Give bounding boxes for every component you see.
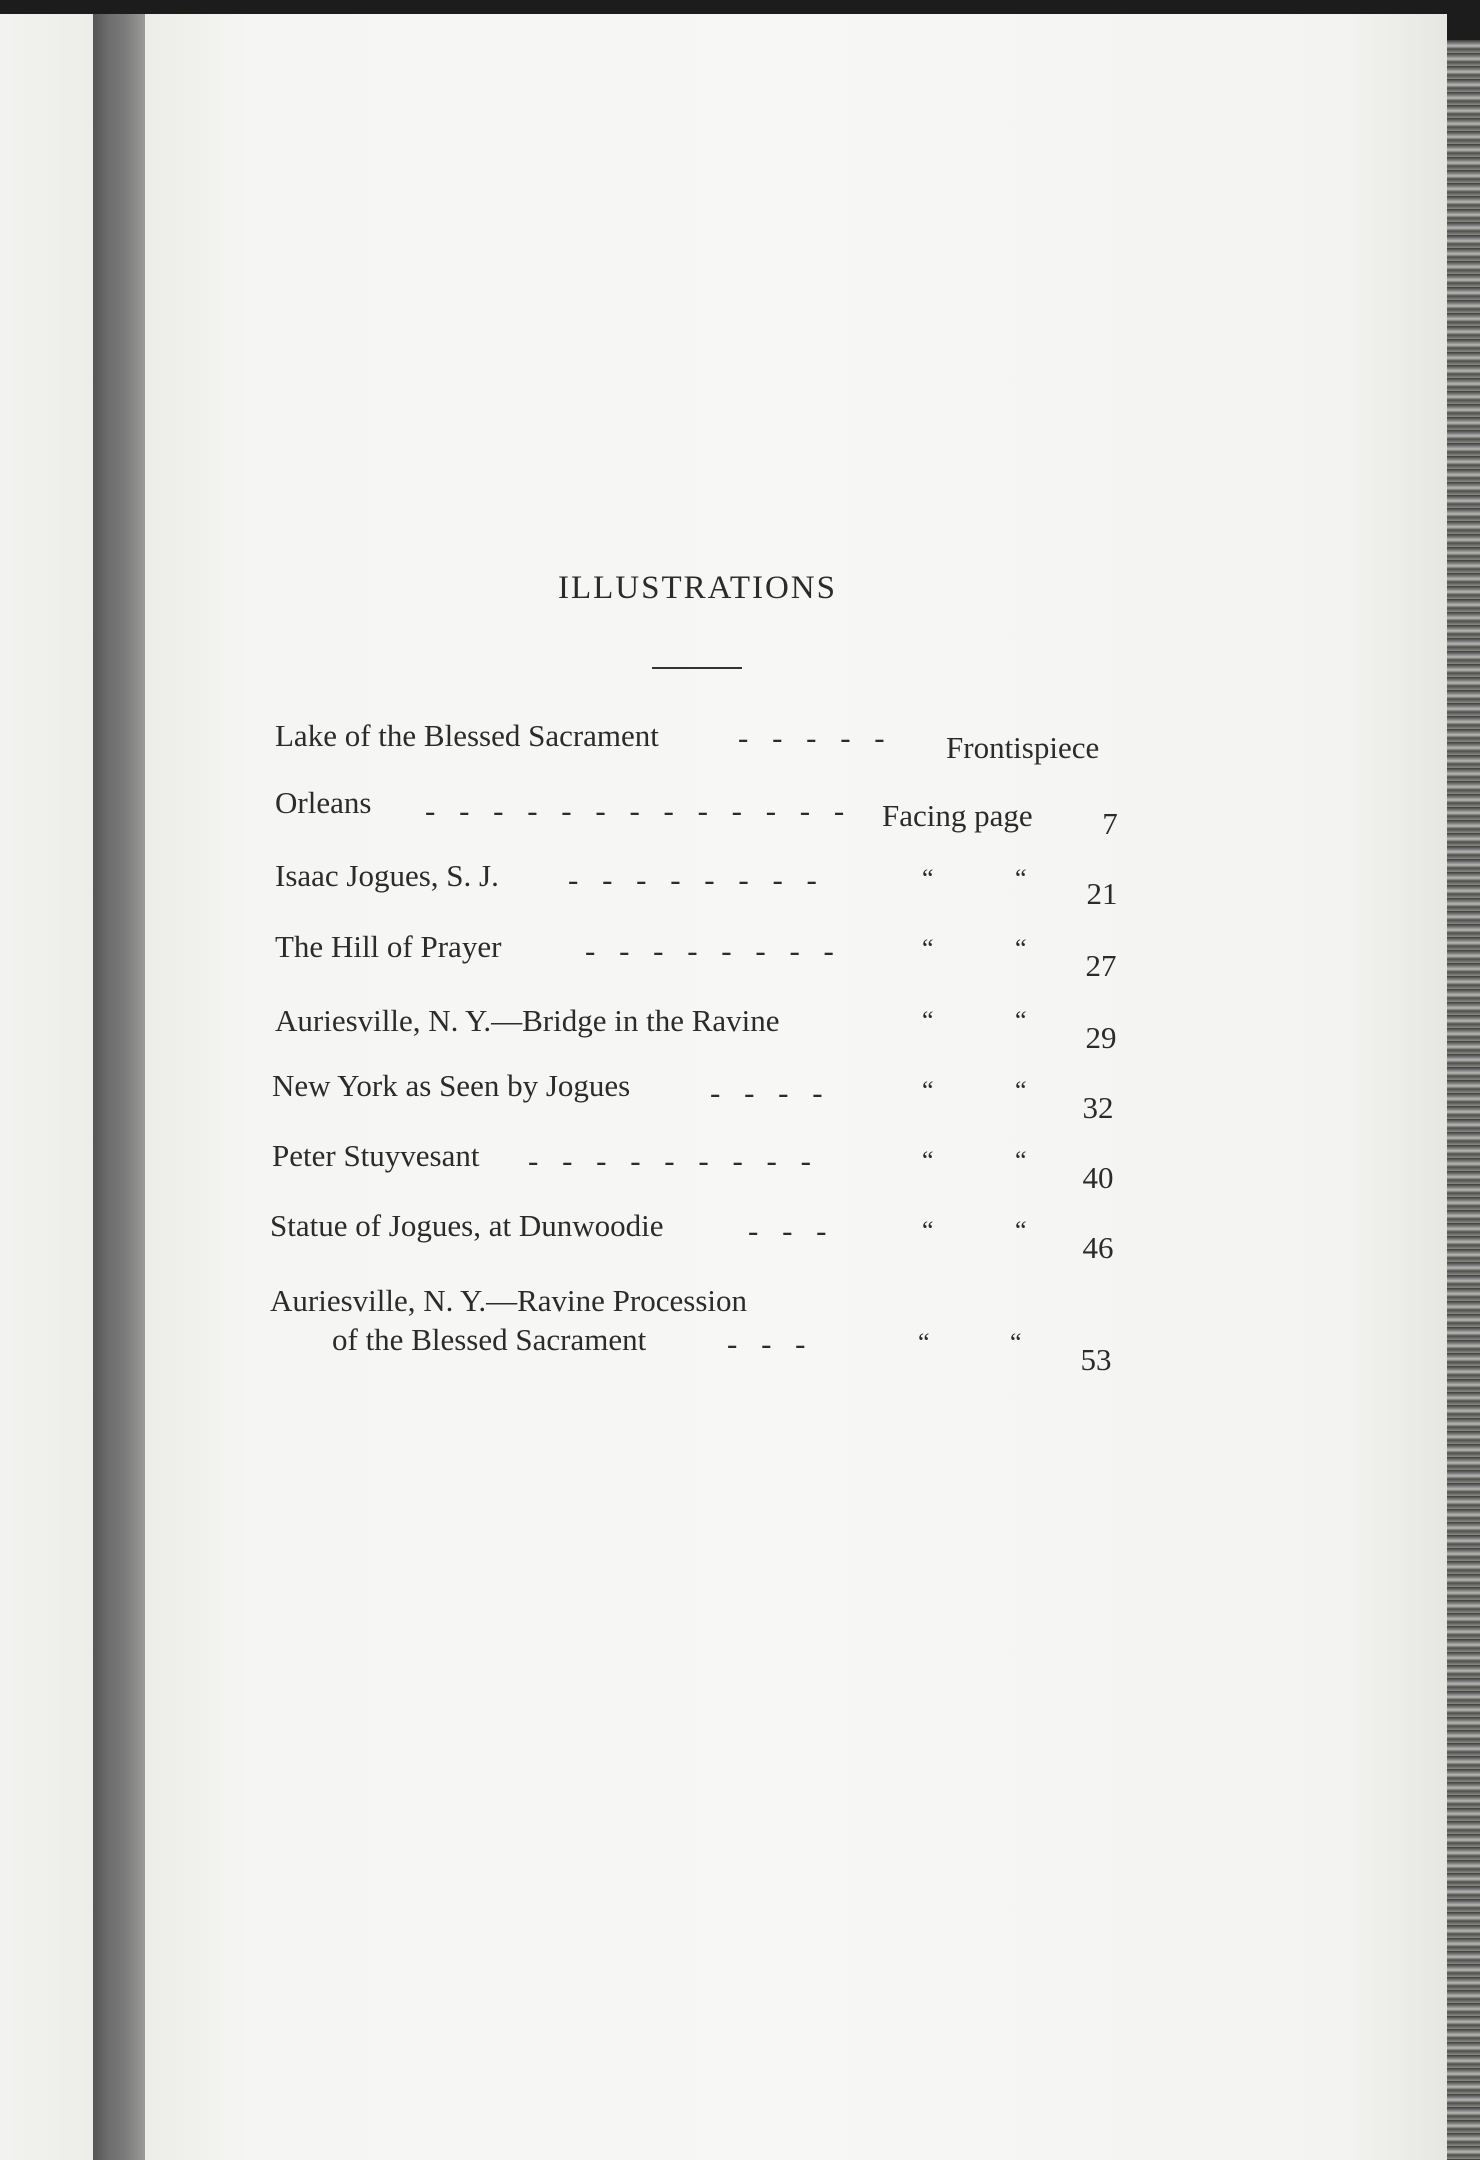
page-number: 53 bbox=[1080, 1342, 1112, 1377]
entry-title: Lake of the Blessed Sacrament bbox=[275, 718, 659, 753]
entry-label: Frontispiece bbox=[946, 730, 1100, 765]
page-title: ILLUSTRATIONS bbox=[558, 570, 837, 606]
ditto-mark: “ bbox=[922, 1216, 934, 1245]
leader-dots: - - - - - - - - bbox=[568, 862, 825, 897]
ditto-mark: “ bbox=[922, 1076, 934, 1105]
scan-corner bbox=[1447, 14, 1480, 40]
scan-top-edge bbox=[0, 0, 1480, 14]
page-number: 7 bbox=[1102, 806, 1118, 841]
entry-title: Peter Stuyvesant bbox=[272, 1138, 480, 1173]
ditto-mark: “ bbox=[922, 1006, 934, 1035]
entry-title: Orleans bbox=[275, 785, 372, 820]
entry-title: Auriesville, N. Y.—Ravine Procession bbox=[270, 1283, 748, 1318]
page-number: 29 bbox=[1085, 1020, 1117, 1055]
title-rule bbox=[652, 667, 742, 669]
leader-dots: - - - - - bbox=[738, 720, 893, 755]
ditto-mark: “ bbox=[1015, 864, 1027, 893]
leader-dots: - - - bbox=[727, 1326, 814, 1361]
leader-dots: - - - - bbox=[710, 1075, 831, 1110]
page-number: 46 bbox=[1082, 1230, 1114, 1265]
entry-label: Facing page bbox=[882, 798, 1033, 833]
ditto-mark: “ bbox=[1015, 1076, 1027, 1105]
entry-title-continued: of the Blessed Sacrament bbox=[332, 1322, 647, 1357]
page-number: 40 bbox=[1082, 1160, 1114, 1195]
page-number: 21 bbox=[1086, 876, 1118, 911]
leader-dots: - - - - - - - - bbox=[585, 933, 842, 968]
book-gutter bbox=[93, 14, 145, 2160]
entry-title: The Hill of Prayer bbox=[275, 929, 502, 964]
entry-title: Statue of Jogues, at Dunwoodie bbox=[270, 1208, 664, 1243]
entry-title: Auriesville, N. Y.—Bridge in the Ravine bbox=[275, 1003, 780, 1038]
ditto-mark: “ bbox=[1015, 934, 1027, 963]
ditto-mark: “ bbox=[922, 934, 934, 963]
leader-dots: - - - - - - - - - bbox=[528, 1143, 819, 1178]
leader-dots: - - - - - - - - - - - - - bbox=[425, 793, 853, 828]
ditto-mark: “ bbox=[922, 864, 934, 893]
page-fore-edge bbox=[1447, 40, 1480, 2160]
page-number: 27 bbox=[1085, 948, 1117, 983]
entry-title: New York as Seen by Jogues bbox=[272, 1068, 631, 1103]
entry-title: Isaac Jogues, S. J. bbox=[275, 858, 499, 893]
ditto-mark: “ bbox=[1010, 1328, 1022, 1357]
ditto-mark: “ bbox=[1015, 1146, 1027, 1175]
page-number: 32 bbox=[1082, 1090, 1114, 1125]
ditto-mark: “ bbox=[918, 1328, 930, 1357]
ditto-mark: “ bbox=[1015, 1006, 1027, 1035]
ditto-mark: “ bbox=[1015, 1216, 1027, 1245]
ditto-mark: “ bbox=[922, 1146, 934, 1175]
leader-dots: - - - bbox=[748, 1213, 835, 1248]
